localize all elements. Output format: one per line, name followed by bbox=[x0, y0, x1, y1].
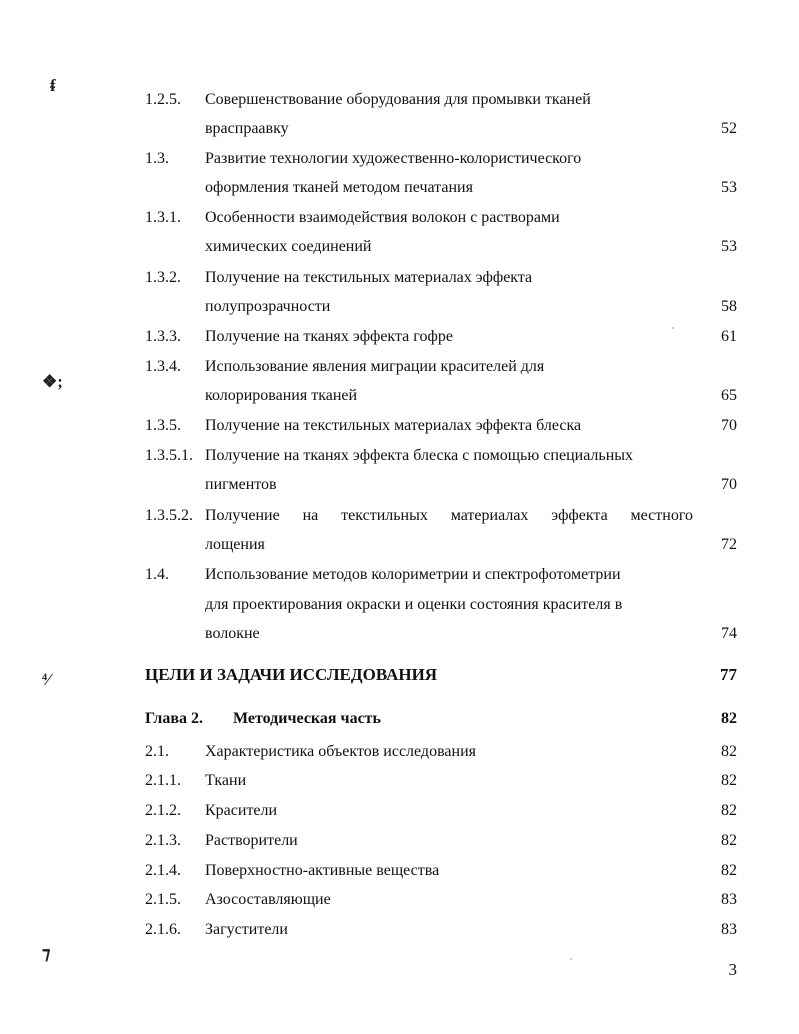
toc-entry-title-line: Характеристика объектов исследования bbox=[205, 743, 476, 760]
toc-entry-number: 2.1.5. bbox=[145, 891, 181, 908]
toc-entry-page: 61 bbox=[721, 328, 737, 345]
toc-entry-page: 83 bbox=[721, 891, 737, 908]
toc-entry-page: 72 bbox=[721, 536, 737, 553]
toc-entry-title-line: лощения bbox=[205, 536, 265, 553]
toc-entry-title-line: Загустители bbox=[205, 921, 288, 938]
scan-speck bbox=[672, 327, 674, 329]
toc-entry-number: 1.2.5. bbox=[145, 91, 181, 108]
toc-entry-page: 83 bbox=[721, 921, 737, 938]
toc-entry-title-line: Поверхностно-активные вещества bbox=[205, 862, 440, 879]
toc-entry-title-line: полупрозрачности bbox=[205, 298, 331, 315]
toc-entry-page: 74 bbox=[721, 625, 737, 642]
scan-speck bbox=[570, 958, 572, 960]
toc-entry-title-line: оформления тканей методом печатания bbox=[205, 179, 473, 196]
section-heading-page: 77 bbox=[720, 665, 737, 684]
toc-entry-number: 2.1. bbox=[145, 743, 169, 760]
toc-entry-title-line: волокне bbox=[205, 625, 260, 642]
toc-entry-page: 82 bbox=[721, 832, 737, 849]
toc-entry-title-line: Получение на тканях эффекта блеска с помощью специальных bbox=[205, 447, 634, 464]
toc-entry-title-line: Получение на тканях эффекта гофре bbox=[205, 328, 453, 345]
margin-mark-2: ❖; bbox=[42, 372, 63, 391]
toc-entry-page: 53 bbox=[721, 238, 737, 255]
chapter-heading-title: Методическая часть bbox=[233, 710, 381, 727]
toc-entry-number: 1.3.3. bbox=[145, 328, 181, 345]
toc-entry-number: 1.4. bbox=[145, 566, 169, 583]
toc-entry-number: 2.1.3. bbox=[145, 832, 181, 849]
toc-entry-page: 82 bbox=[721, 862, 737, 879]
toc-entry-page: 70 bbox=[721, 476, 737, 493]
toc-entry-title-line: враспраавку bbox=[205, 120, 289, 137]
toc-entry-page: 82 bbox=[721, 802, 737, 819]
margin-mark-1: ᵮ bbox=[50, 76, 56, 95]
toc-entry-page: 65 bbox=[721, 387, 737, 404]
toc-entry-title-line: Совершенствование оборудования для промывки тканей bbox=[205, 91, 591, 108]
toc-entry-number: 2.1.2. bbox=[145, 802, 181, 819]
toc-entry-title-line: колорирования тканей bbox=[205, 387, 358, 404]
toc-entry-title-line: Развитие технологии художественно-колористического bbox=[205, 150, 582, 167]
toc-entry-page: 82 bbox=[721, 772, 737, 789]
page-number: 3 bbox=[728, 960, 737, 979]
chapter-heading-page: 82 bbox=[721, 710, 737, 727]
toc-entry-number: 2.1.1. bbox=[145, 772, 181, 789]
toc-entry-title-line: химических соединений bbox=[205, 238, 372, 255]
toc-entry-number: 2.1.6. bbox=[145, 921, 181, 938]
toc-entry-page: 58 bbox=[721, 298, 737, 315]
chapter-heading-number: Глава 2. bbox=[145, 710, 203, 727]
toc-entry-title-line: Растворители bbox=[205, 832, 298, 849]
toc-entry-title-line: Ткани bbox=[205, 772, 247, 789]
margin-mark-3: ⁴⁄ bbox=[42, 670, 50, 689]
toc-entry-title-line: Красители bbox=[205, 802, 278, 819]
toc-entry-page: 82 bbox=[721, 743, 737, 760]
toc-entry-title-line: Получение на текстильных материалах эффекта местного bbox=[205, 507, 693, 524]
section-heading: ЦЕЛИ И ЗАДАЧИ ИССЛЕДОВАНИЯ bbox=[145, 665, 438, 684]
toc-entry-number: 1.3.5. bbox=[145, 417, 181, 434]
toc-entry-number: 2.1.4. bbox=[145, 862, 181, 879]
toc-entry-number: 1.3. bbox=[145, 150, 169, 167]
toc-entry-title-line: Получение на текстильных материалах эффекта блеска bbox=[205, 417, 582, 434]
toc-entry-title-line: пигментов bbox=[205, 476, 277, 493]
toc-entry-title-line: Особенности взаимодействия волокон с растворами bbox=[205, 209, 560, 226]
toc-entry-number: 1.3.5.2. bbox=[145, 507, 193, 524]
toc-entry-number: 1.3.1. bbox=[145, 209, 181, 226]
toc-entry-title-line: для проектирования окраски и оценки состояния красителя в bbox=[205, 596, 623, 613]
toc-entry-page: 52 bbox=[721, 120, 737, 137]
toc-entry-number: 1.3.2. bbox=[145, 269, 181, 286]
toc-entry-number: 1.3.4. bbox=[145, 358, 181, 375]
margin-mark-4: ⁊ bbox=[42, 944, 51, 963]
toc-entry-title-line: Получение на текстильных материалах эффекта bbox=[205, 269, 533, 286]
toc-entry-number: 1.3.5.1. bbox=[145, 447, 193, 464]
toc-entry-title-line: Использование методов колориметрии и спектрофотометрии bbox=[205, 566, 621, 583]
toc-entry-title-line: Использование явления миграции красителей для bbox=[205, 358, 545, 375]
toc-entry-page: 53 bbox=[721, 179, 737, 196]
toc-entry-title-line: Азосоставляющие bbox=[205, 891, 331, 908]
toc-entry-page: 70 bbox=[721, 417, 737, 434]
